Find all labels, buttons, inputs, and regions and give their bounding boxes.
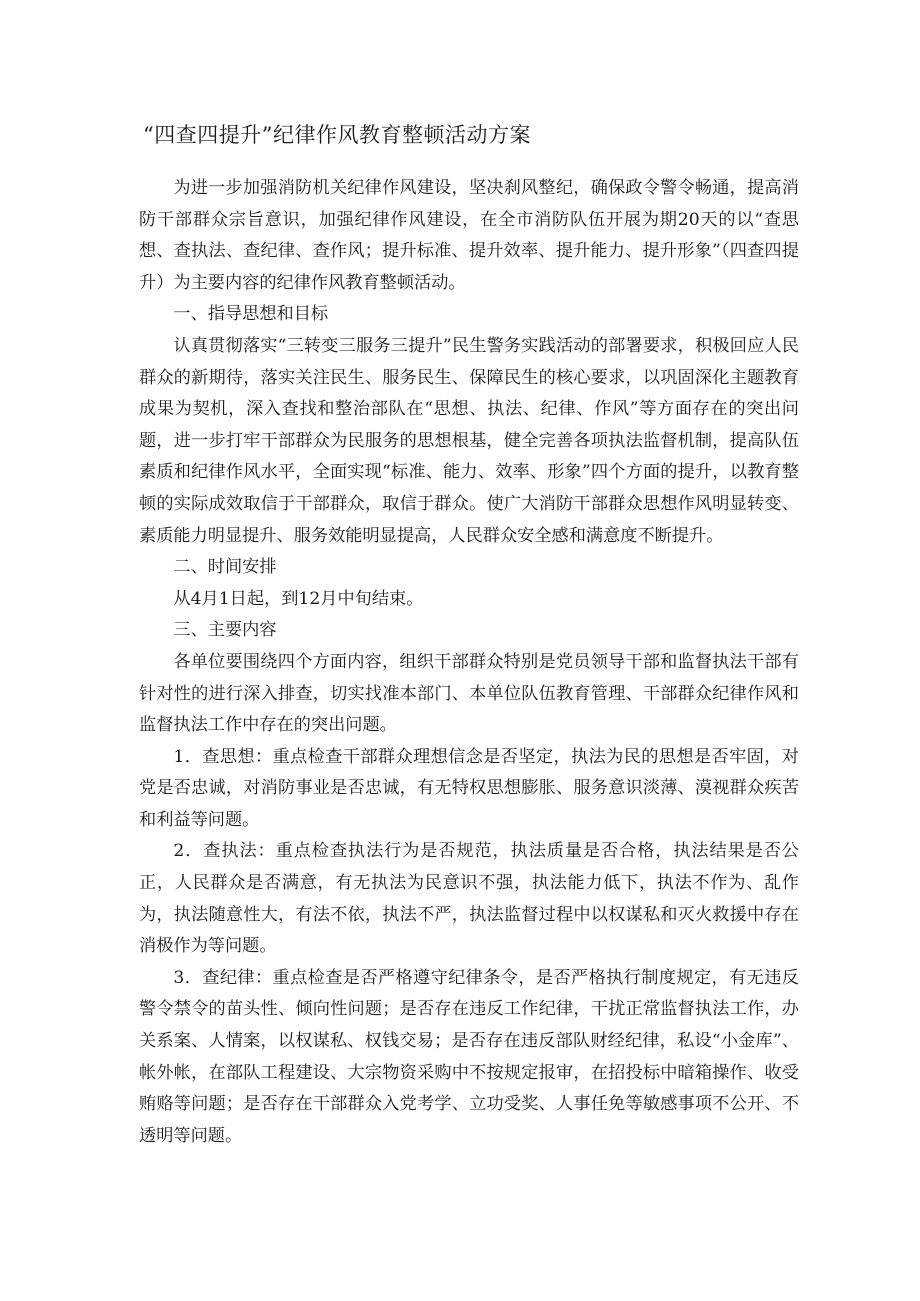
paragraph-check-law-enforcement: 2．查执法：重点检查执法行为是否规范，执法质量是否合格，执法结果是否公正，人民群众是否满意，有无执法为民意识不强，执法能力低下，执法不作为、乱作为，执法随意性大，有法不依，执法不严，执法监督过程中以权谋私和灭火救援中存在消极作为等问题。 [139,841,799,957]
document-title: “四查四提升”纪律作风教育整顿活动方案 [143,123,531,147]
section-heading-schedule: 二、时间安排 [173,557,277,578]
paragraph-schedule: 从4月1日起，到12月中旬结束。 [173,588,424,609]
paragraph-check-thinking: 1．查思想：重点检查干部群众理想信念是否坚定，执法为民的思想是否牢固，对党是否忠诚，对消防事业是否忠诚，有无特权思想膨胀、服务意识淡薄、漠视群众疾苦和利益等问题。 [139,746,799,830]
paragraph-intro: 为进一步加强消防机关纪律作风建设，坚决刹风整纪，确保政令警令畅通，提高消防干部群众宗旨意识，加强纪律作风建设，在全市消防队伍开展为期20天的以“查思想、查执法、查纪律、查作风；提升标准、提升效率、提升能力、提升形象”（四查四提升）为主要内容的纪律作风教育整顿活动。 [139,178,799,293]
paragraph-guiding-ideology: 认真贯彻落实“三转变三服务三提升”民生警务实践活动的部署要求，积极回应人民群众的新期待，落实关注民生、服务民生、保障民生的核心要求，以巩固深化主题教育成果为契机，深入查找和整治部队在“思想、执法、纪律、作风”等方面存在的突出问题，进一步打牢干部群众为民服务的思想根基，健全完善各项执法监督机制，提高队伍素质和纪律作风水平，全面实现“标准、能力、效率、形象”四个方面的提升，以教育整顿的实际成效取信于干部群众，取信于群众。使广大消防干部群众思想作风明显转变、素质能力明显提升、服务效能明显提高，人民群众安全感和满意度不断提升。 [139,335,799,546]
section-heading-guiding-ideology: 一、指导思想和目标 [173,304,329,325]
paragraph-check-discipline: 3．查纪律：重点检查是否严格遵守纪律条令，是否严格执行制度规定，有无违反警令禁令的苗头性、倾向性问题；是否存在违反工作纪律，干扰正常监督执法工作，办关系案、人情案，以权谋私、权钱交易；是否存在违反部队财经纪律，私设“小金库”、帐外帐，在部队工程建设、大宗物资采购中不按规定报审，在招投标中暗箱操作、收受贿赂等问题；是否存在干部群众入党考学、立功受奖、人事任免等敏感事项不公开、不透明等问题。 [139,967,799,1146]
paragraph-main-content: 各单位要围绕四个方面内容，组织干部群众特别是党员领导干部和监督执法干部有针对性的进行深入排查，切实找准本部门、本单位队伍教育管理、干部群众纪律作风和监督执法工作中存在的突出问题。 [139,651,799,736]
section-heading-main-content: 三、主要内容 [173,620,277,641]
document-body [139,173,799,1152]
